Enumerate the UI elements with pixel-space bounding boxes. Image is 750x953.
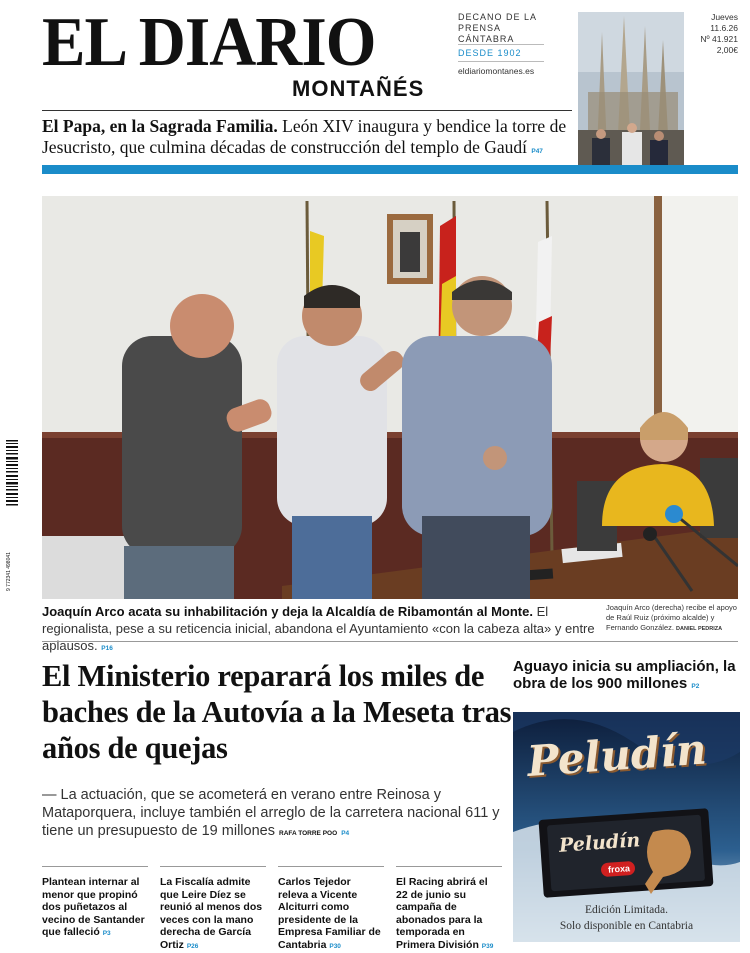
masthead-divider [458, 44, 544, 45]
teaser-text: León XIV inaugura y bendice la torre de Jesucristo, que culmina décadas de construcción del templo de Gaudí [42, 116, 567, 157]
section-rule [42, 641, 738, 642]
caption-bold: Joaquín Arco acata su inhabilitación y deja la Alcaldía de Ribamontán al Monte. [42, 604, 533, 619]
brief-1-text: Plantean internar al menor que propinó dos puñetazos al vecino de Santander que falleció [42, 876, 145, 938]
masthead-since: DESDE 1902 [458, 48, 522, 58]
brief-1[interactable] [42, 866, 148, 941]
masthead-decano: DECANO DE LA PRENSA CÁNTABRA [458, 12, 537, 44]
side-story-headline[interactable] [513, 658, 741, 695]
brief-2-page: P26 [186, 942, 199, 950]
ad-brand-logo: Peludín [525, 724, 709, 786]
teaser-pope[interactable] [42, 116, 572, 162]
masthead-website[interactable]: eldiariomontanes.es [458, 66, 535, 76]
teaser-page: P47 [531, 148, 543, 155]
side-story-text: Aguayo inicia su ampliación, la obra de los 900 millones [513, 658, 736, 692]
ad-line1: Edición Limitada. [584, 904, 669, 916]
accent-bar [42, 165, 738, 174]
lead-page: P4 [341, 830, 350, 837]
masthead-divider-2 [458, 61, 544, 62]
photo-credit: DANIEL PEDRIZA [676, 626, 723, 632]
brief-3-text: Carlos Tejedor releva a Vicente Alciturri como presidente de la Empresa Familiar de Cantabria [278, 876, 381, 951]
masthead-rule [42, 110, 572, 111]
ad-pack-brand: Peludín [558, 829, 641, 857]
lead-headline[interactable]: El Ministerio reparará los miles de baches de la Autovía a la Meseta tras años de quejas [42, 659, 512, 765]
barcode-number: 9 772341 498041 [6, 552, 12, 591]
side-caption-text: Joaquín Arco (derecha) recibe el apoyo de Raúl Ruiz (próximo alcalde) y Fernando González. [606, 603, 737, 632]
sagrada-familia-photo [578, 12, 684, 174]
masthead-title: EL DIARIO [42, 4, 376, 81]
caption-text: El regionalista, pese a su reticencia inicial, abandona el Ayuntamiento «con la cabeza alta» y entre aplausos. [42, 604, 595, 653]
teaser-bold: El Papa, en la Sagrada Familia. [42, 116, 278, 136]
ad-line2: Solo disponible en Cantabria [559, 920, 694, 932]
main-photo-caption[interactable] [42, 603, 597, 657]
issue-price: 2,00€ [716, 45, 738, 55]
brief-4[interactable] [396, 866, 502, 953]
brief-2[interactable] [160, 866, 266, 953]
caption-page: P16 [101, 645, 113, 652]
side-story-page: P2 [691, 683, 700, 690]
main-photo [42, 196, 738, 599]
masthead-subtitle: MONTAÑÉS [292, 76, 425, 101]
lead-paragraph [42, 786, 504, 843]
ad-maker-logo: froxa [607, 863, 631, 875]
brief-4-page: P39 [481, 942, 494, 950]
issue-date: Jueves 11.6.26 [710, 12, 738, 33]
brief-3[interactable] [278, 866, 384, 953]
lead-text: — La actuación, que se acometerá en verano entre Reinosa y Mataporquera, incluye también el arreglo de la carretera nacional 611 y tiene un presupuesto de 19 millones [42, 787, 500, 839]
brief-1-page: P3 [102, 930, 111, 937]
issue-info [690, 12, 738, 56]
brief-2-text: La Fiscalía admite que Leire Díez se reunió al menos dos veces con la mano derecha de García Ortiz [160, 876, 263, 951]
photo-side-caption [606, 603, 740, 634]
lead-byline: RAFA TORRE POO [279, 830, 338, 837]
issue-number: Nº 41.921 [700, 34, 738, 44]
barcode [6, 440, 18, 591]
peludin-ad[interactable] [513, 712, 740, 942]
brief-4-text: El Racing abrirá el 22 de junio su campaña de abonados para la temporada en Primera División [396, 876, 488, 951]
brief-3-page: P30 [329, 942, 341, 950]
